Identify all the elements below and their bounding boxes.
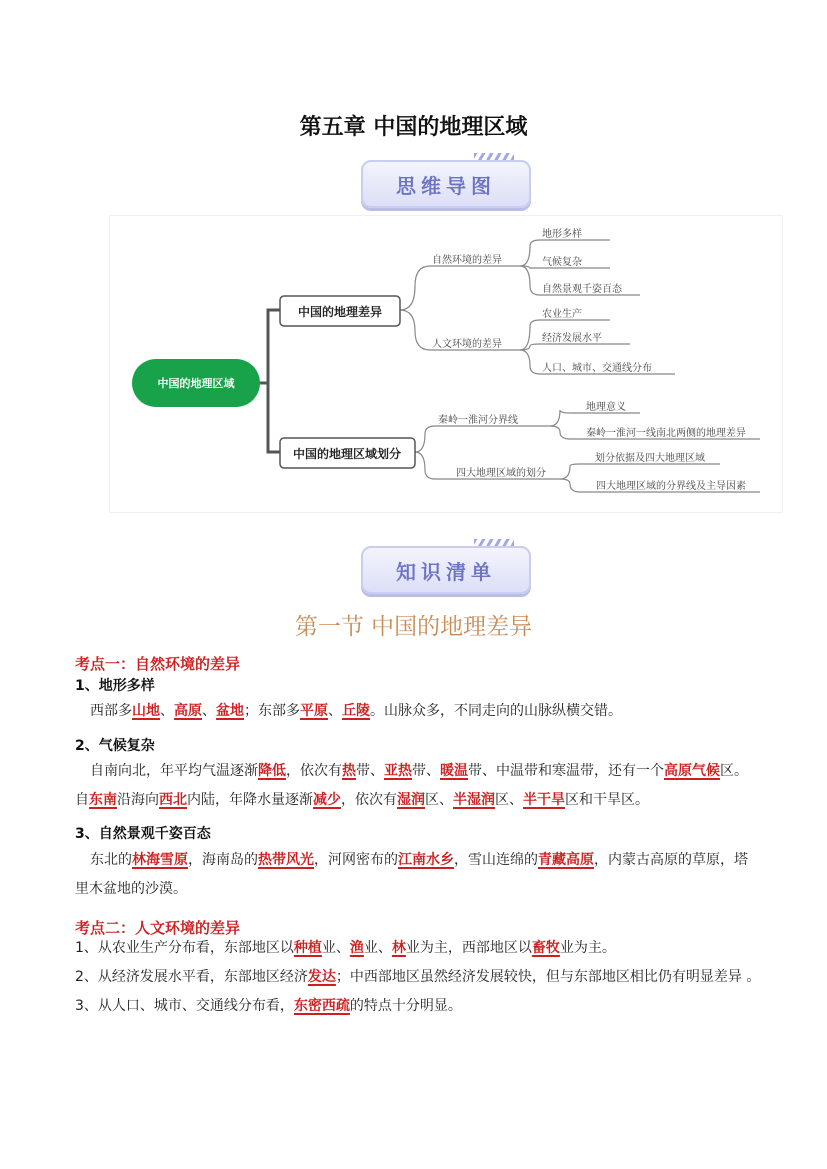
text-run: ，河网密布的 [314,852,398,868]
text-run: 带、中温带和寒温带，还有一个 [468,763,664,779]
mindmap-leaf-label: 自然景观千姿百态 [542,284,622,295]
section-title: 第一节 中国的地理差异 [294,614,533,640]
keypoint-heading: 考点一：自然环境的差异 [75,655,241,673]
text-run: 区和干旱区。 [565,792,649,808]
key-term: 渔 [349,940,364,956]
text-run: 业、 [321,940,350,956]
mindmap-banner: 思维导图 [361,160,531,208]
text-run: 西部多 [90,703,132,719]
text-run: 、 [160,703,174,719]
paragraph [75,963,775,992]
key-term: 半干旱 [523,792,565,808]
text-run: 2、从经济发展水平看，东部地区经济 [75,969,308,985]
key-term: 东密西疏 [293,998,350,1014]
paragraph [75,757,775,786]
text-run: 沿海向 [117,792,159,808]
key-term: 江南水乡 [398,852,454,868]
mindmap-branch-label: 中国的地理差异 [297,305,383,319]
key-term: 东南 [89,792,117,808]
text-run: 、 [202,703,216,719]
key-term: 半湿润 [453,792,495,808]
key-term: 盆地 [216,703,244,719]
text-run: 的特点十分明显。 [349,998,462,1014]
text-run: 1、从农业生产分布看，东部地区以 [75,940,294,956]
mindmap-leaf-label: 农业生产 [542,309,582,320]
text-run: ，依次有 [341,792,397,808]
text-run: 内陆，年降水量逐渐 [187,792,313,808]
key-term: 种植 [293,940,322,956]
text-run: 业、 [363,940,392,956]
mindmap-diagram [110,216,782,512]
mindmap-leaf-label: 地形多样 [542,229,582,240]
mindmap-root-label: 中国的地理区域 [157,377,235,390]
key-term: 暖温 [440,763,468,779]
text-run: 带、 [356,763,384,779]
text-run: 区。 [720,763,748,779]
key-term: 丘陵 [342,703,370,719]
text-run: 业为主。 [559,940,616,956]
text-run: ；东部多 [244,703,300,719]
text-run: 自 [75,792,89,808]
key-term: 亚热 [384,763,412,779]
text-run: 东北的 [90,852,132,868]
key-term: 热 [342,763,356,779]
mindmap-leaf-label: 秦岭一淮河一线南北两侧的地理差异 [586,428,746,439]
paragraph: 里木盆地的沙漠。 [75,881,187,897]
key-term: 高原气候 [664,763,720,779]
text-run: 业为主，西部地区以 [405,940,532,956]
mindmap-leaf-label: 四大地理区域的分界线及主导因素 [596,481,746,492]
paragraph [75,934,775,963]
key-term: 畜牧 [531,940,560,956]
paragraph [75,846,775,875]
text-run: 。山脉众多，不同走向的山脉纵横交错。 [370,703,622,719]
text-run: 区、 [495,792,523,808]
mindmap-leaf-label: 地理意义 [586,402,626,413]
key-term: 山地 [132,703,160,719]
text-run: 自南向北，年平均气温逐渐 [90,763,258,779]
key-term: 林 [391,940,406,956]
mindmap-topic-label: 人文环境的差异 [432,339,502,350]
text-run: ，依次有 [286,763,342,779]
mindmap-topic-label: 四大地理区域的划分 [456,468,546,479]
mindmap-leaf-label: 人口、城市、交通线分布 [542,363,652,374]
key-term: 湿润 [397,792,425,808]
key-term: 平原 [300,703,328,719]
key-term: 西北 [159,792,187,808]
key-term: 热带风光 [258,852,314,868]
mindmap-topic-label: 秦岭一淮河分界线 [438,415,518,426]
text-run: 带、 [412,763,440,779]
key-term: 发达 [307,969,336,985]
text-run: ；中西部地区虽然经济发展较快，但与东部地区相比仍有明显差异 。 [335,969,761,985]
page-title: 第五章 中国的地理区域 [299,114,528,140]
key-term: 降低 [258,763,286,779]
mindmap-topic-label: 自然环境的差异 [432,255,502,266]
text-run: ，海南岛的 [188,852,258,868]
paragraph [75,786,775,815]
text-run: 区、 [425,792,453,808]
key-term: 林海雪原 [132,852,188,868]
subheading: 1、地形多样 [75,678,155,694]
mindmap-leaf-label: 气候复杂 [542,257,582,268]
key-term: 高原 [174,703,202,719]
knowledge-banner: 知识清单 [361,546,531,594]
subheading: 2、气候复杂 [75,738,155,754]
text-run: 3、从人口、城市、交通线分布看， [75,998,294,1014]
key-term: 青藏高原 [538,852,594,868]
subheading: 3、自然景观千姿百态 [75,826,211,842]
paragraph [75,697,775,726]
mindmap-leaf-label: 经济发展水平 [542,333,602,344]
mindmap-branch-label: 中国的地理区域划分 [292,447,402,461]
keypoint-heading: 考点二：人文环境的差异 [75,919,241,937]
text-run: ，雪山连绵的 [454,852,538,868]
mindmap-leaf-label: 划分依据及四大地理区域 [595,453,705,464]
text-run: 、 [328,703,342,719]
paragraph [75,992,775,1021]
key-term: 减少 [313,792,341,808]
text-run: ，内蒙古高原的草原，塔 [594,852,748,868]
